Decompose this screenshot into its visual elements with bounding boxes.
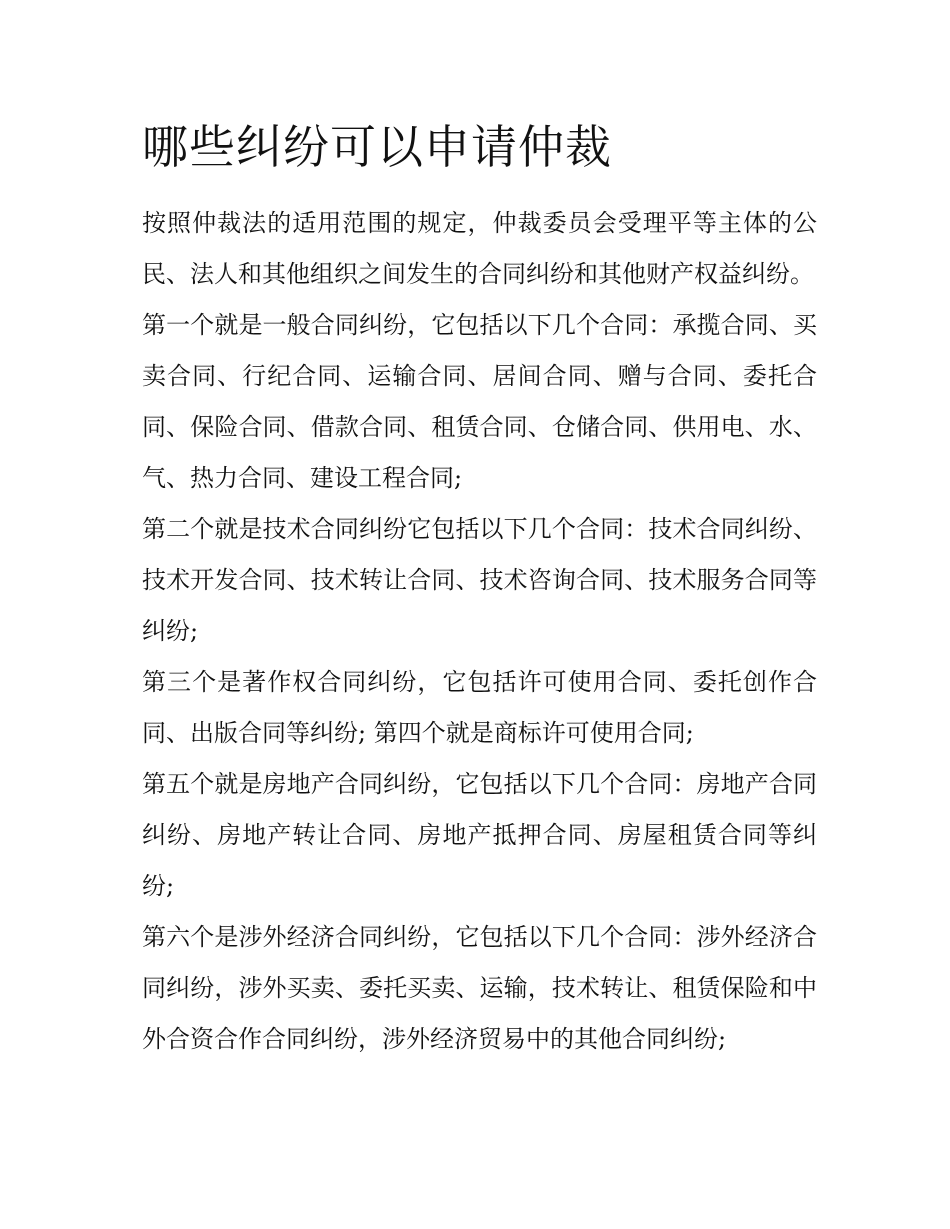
paragraph-copyright-contracts: 第三个是著作权合同纠纷，它包括许可使用合同、委托创作合同、出版合同等纠纷; 第四个就是商标许可使用合同; — [142, 668, 817, 747]
paragraph-general-contracts: 第一个就是一般合同纠纷，它包括以下几个合同：承揽合同、买卖合同、行纪合同、运输合同、居间合同、赠与合同、委托合同、保险合同、借款合同、租赁合同、仓储合同、供用电、水、气、热力合同、建设工程合同; — [142, 311, 817, 492]
paragraph-technology-contracts: 第二个就是技术合同纠纷它包括以下几个合同：技术合同纠纷、技术开发合同、技术转让合同、技术咨询合同、技术服务合同等纠纷; — [142, 515, 817, 645]
paragraph-intro: 按照仲裁法的适用范围的规定，仲裁委员会受理平等主体的公民、法人和其他组织之间发生的合同纠纷和其他财产权益纠纷。 — [142, 209, 817, 288]
document-title: 哪些纠纷可以申请仲裁 — [142, 120, 612, 174]
paragraph-foreign-contracts: 第六个是涉外经济合同纠纷，它包括以下几个合同：涉外经济合同纠纷，涉外买卖、委托买卖、运输，技术转让、租赁保险和中外合资合作合同纠纷，涉外经济贸易中的其他合同纠纷; — [142, 923, 817, 1053]
document-page — [142, 114, 817, 1065]
paragraph-real-estate-contracts: 第五个就是房地产合同纠纷，它包括以下几个合同：房地产合同纠纷、房地产转让合同、房地产抵押合同、房屋租赁合同等纠纷; — [142, 770, 817, 900]
